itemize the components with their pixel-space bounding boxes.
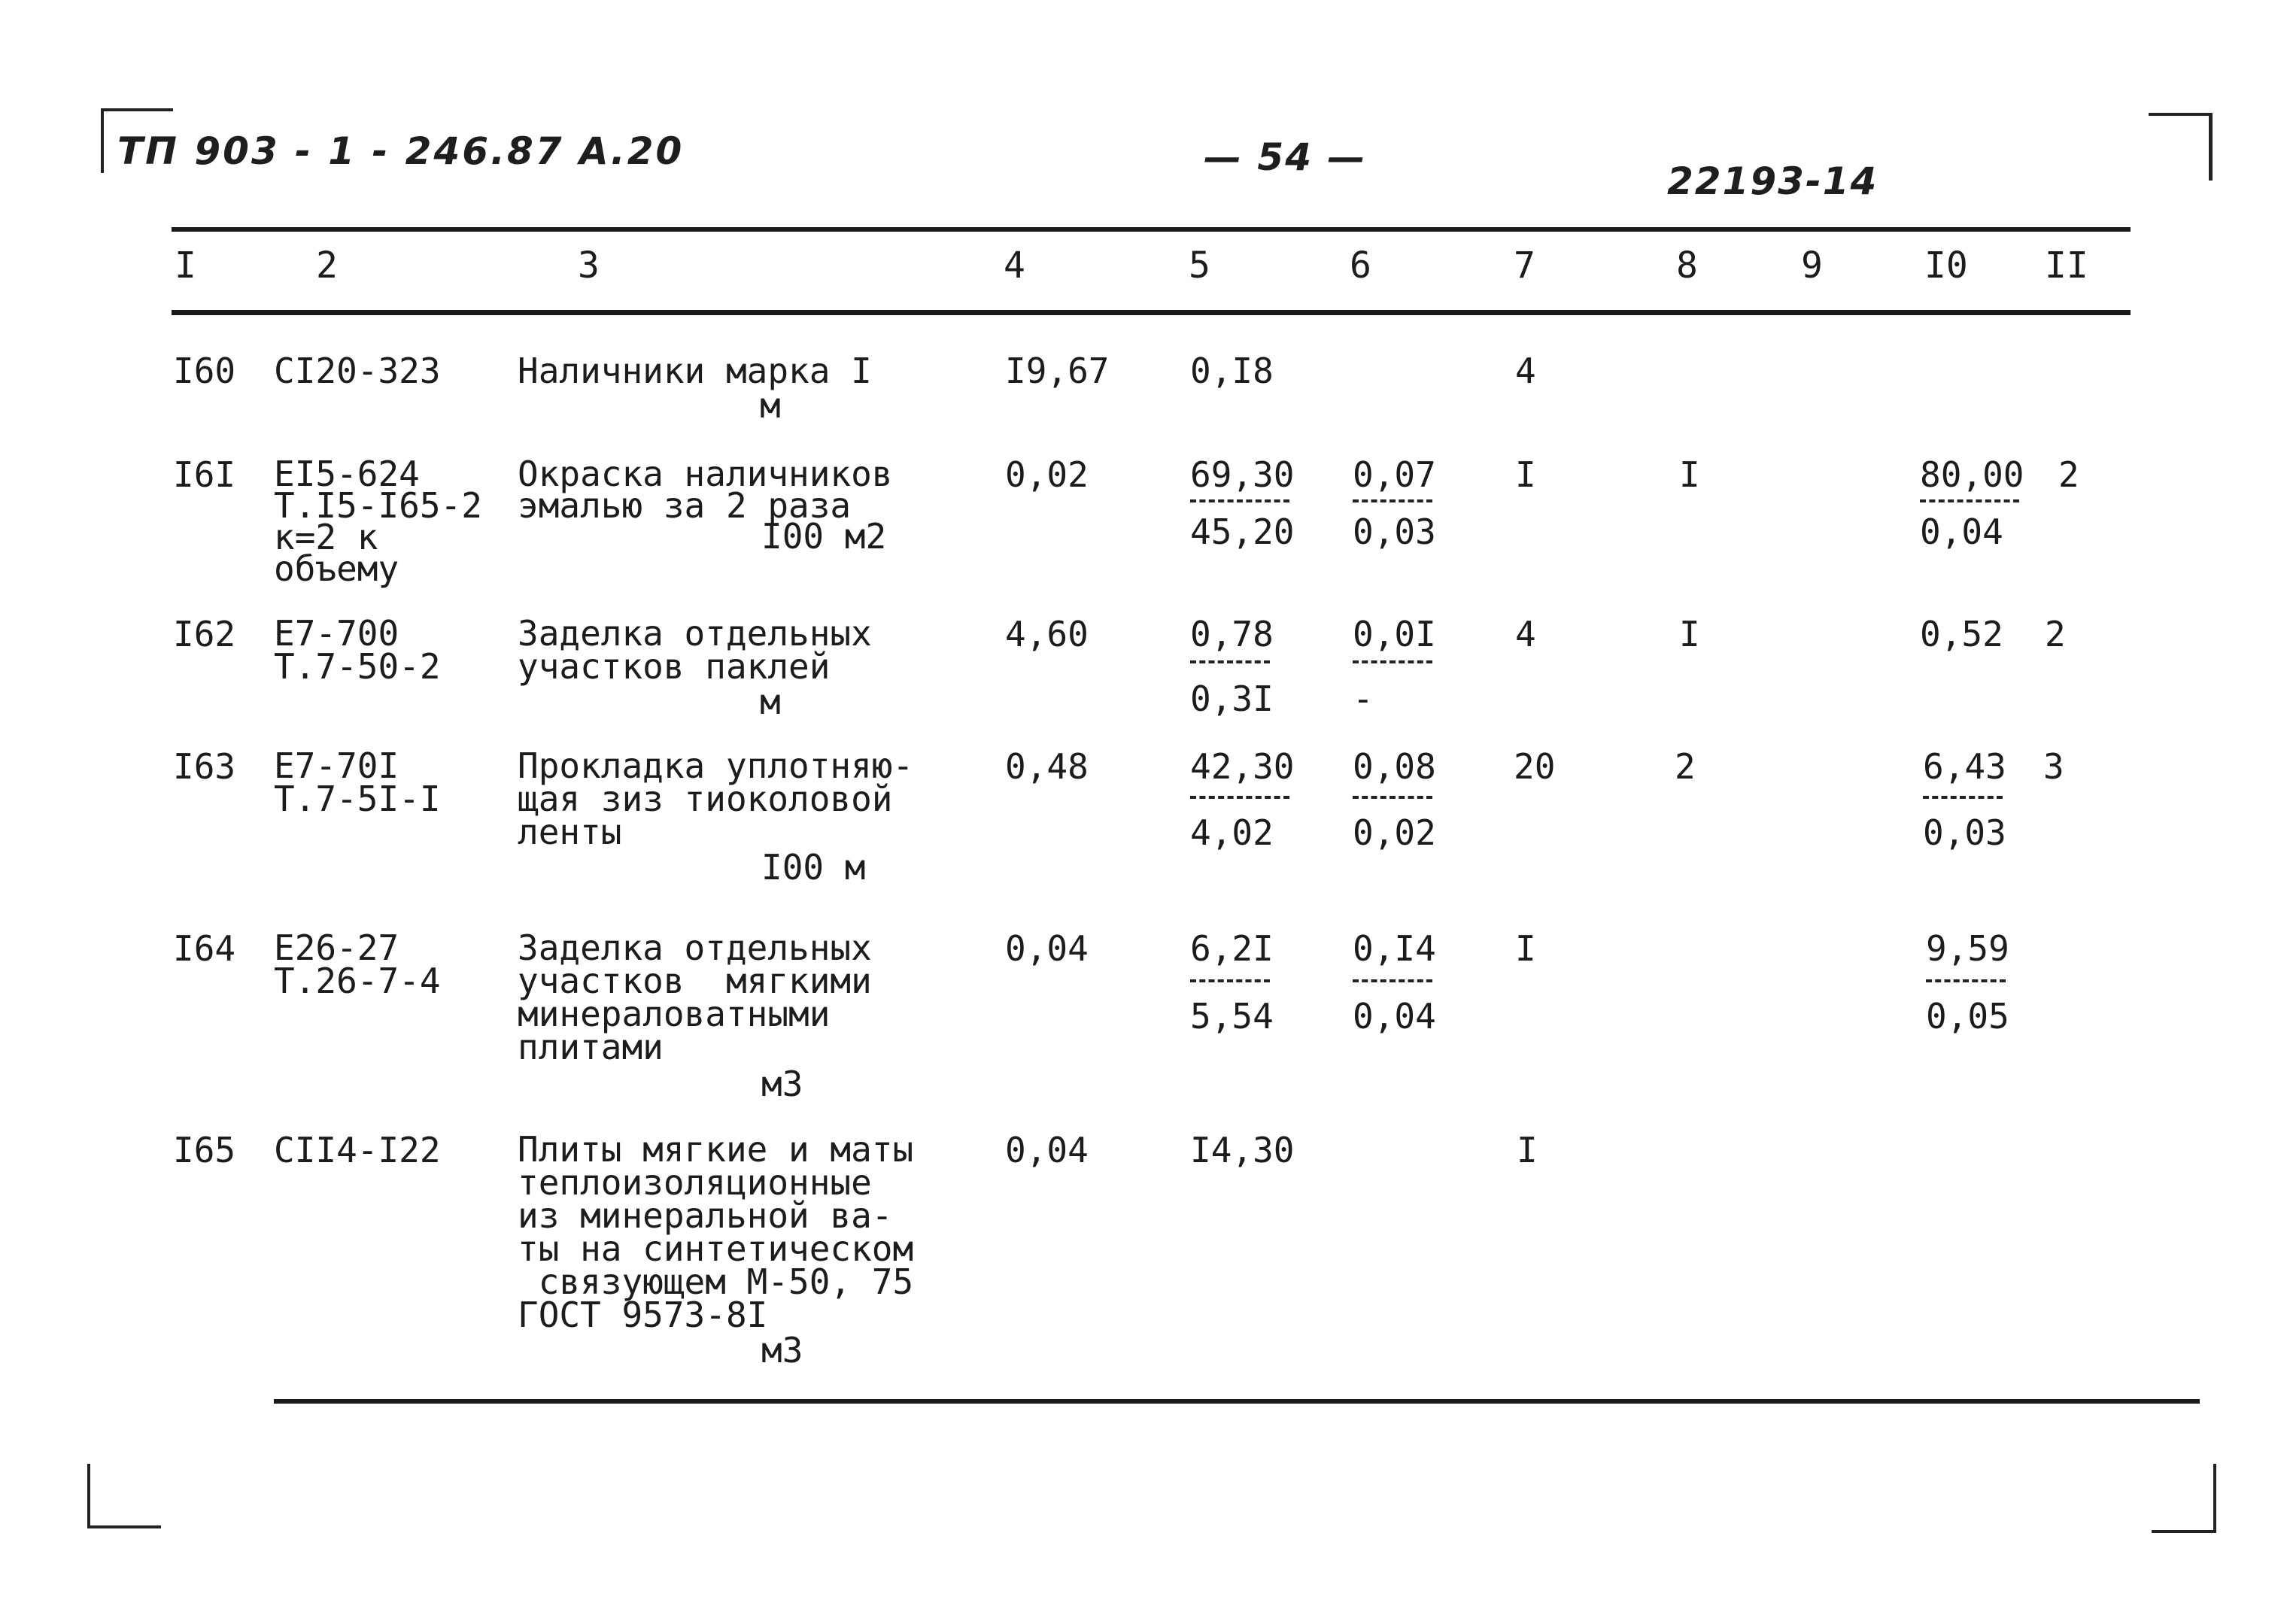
- col7-value: 4: [1515, 351, 1536, 391]
- quantity-value: 0,02: [1005, 454, 1089, 495]
- quantity-value: 0,48: [1005, 746, 1089, 787]
- col7-value: I: [1515, 928, 1536, 969]
- unit-label: I00 м2: [761, 516, 887, 557]
- norm-code-line: EI5-624: [274, 454, 420, 494]
- column-header-9: 9: [1801, 244, 1823, 287]
- col10-top: 80,00: [1920, 454, 2024, 495]
- quantity-value: I9,67: [1005, 351, 1110, 391]
- fraction-divider: [1353, 499, 1432, 502]
- corner-mark-top-right: [2149, 113, 2213, 181]
- column-header-7: 7: [1514, 244, 1535, 287]
- unit-cost-value: 0,I8: [1190, 351, 1274, 391]
- unit-cost-bottom: 45,20: [1190, 511, 1295, 552]
- unit-label: м: [760, 385, 781, 426]
- col6-top: 0,08: [1353, 746, 1436, 787]
- col8-value: 2: [1675, 746, 1696, 787]
- col6-bottom: -: [1353, 678, 1374, 719]
- work-name-line: минераловатными: [518, 994, 831, 1034]
- document-code: ТП 903 - 1 - 246.87 А.20: [117, 129, 685, 173]
- table-top-rule: [172, 227, 2131, 232]
- column-header-4: 4: [1004, 244, 1025, 287]
- row-number: I60: [173, 351, 236, 391]
- fraction-divider: [1190, 979, 1270, 982]
- work-name-line: ленты: [518, 812, 622, 852]
- column-header-6: 6: [1350, 244, 1371, 287]
- work-name-line: Окраска наличников: [518, 454, 893, 494]
- work-name-line: плитами: [518, 1027, 664, 1067]
- col10-bottom: 0,05: [1926, 996, 2009, 1037]
- col6-top: 0,I4: [1353, 928, 1436, 969]
- archive-number: 22193-14: [1667, 159, 1878, 203]
- col10-top: 6,43: [1923, 746, 2006, 787]
- col7-value: I: [1517, 1130, 1538, 1170]
- unit-label: I00 м: [761, 847, 866, 888]
- col6-top: 0,07: [1353, 454, 1436, 495]
- col6-bottom: 0,03: [1353, 511, 1436, 552]
- work-name-line: теплоизоляционные: [518, 1162, 872, 1203]
- col11-value: 2: [2045, 614, 2066, 654]
- norm-code-line: T.I5-I65-2: [274, 485, 482, 526]
- row-number: I6I: [173, 454, 236, 495]
- norm-code-line: E26-27: [274, 927, 399, 968]
- fraction-divider: [1353, 796, 1432, 799]
- unit-cost-value: I4,30: [1190, 1130, 1295, 1170]
- row-number: I64: [173, 928, 236, 969]
- norm-code-line: к=2 к: [274, 517, 378, 557]
- work-name-line: связующем М-50, 75: [518, 1261, 914, 1302]
- unit-cost-bottom: 0,3I: [1190, 678, 1274, 719]
- work-name-line: участков мягкими: [518, 961, 872, 1001]
- corner-mark-bottom-right: [2152, 1464, 2216, 1533]
- quantity-value: 4,60: [1005, 614, 1089, 654]
- column-header-5: 5: [1189, 244, 1210, 287]
- unit-cost-bottom: 5,54: [1190, 996, 1274, 1037]
- norm-code-line: T.7-5I-I: [274, 779, 441, 819]
- fraction-divider: [1190, 499, 1289, 502]
- work-name-line: Заделка отдельных: [518, 613, 872, 654]
- fraction-divider: [1920, 499, 2019, 502]
- col7-value: I: [1515, 454, 1536, 495]
- unit-label: м3: [761, 1330, 803, 1371]
- table-bottom-rule: [274, 1399, 2200, 1404]
- fraction-divider: [1926, 979, 2006, 982]
- col8-value: I: [1679, 454, 1700, 495]
- col10-bottom: 0,04: [1920, 511, 2003, 552]
- quantity-value: 0,04: [1005, 928, 1089, 969]
- column-header-2: 2: [316, 244, 338, 287]
- fraction-divider: [1190, 660, 1270, 663]
- fraction-divider: [1353, 660, 1432, 663]
- norm-code-line: T.26-7-4: [274, 961, 441, 1001]
- column-header-1: I: [175, 244, 196, 287]
- quantity-value: 0,04: [1005, 1130, 1089, 1170]
- unit-cost-top: 42,30: [1190, 746, 1295, 787]
- norm-code: CII4-I22: [274, 1130, 441, 1170]
- unit-cost-top: 0,78: [1190, 614, 1274, 654]
- col10-top: 0,52: [1920, 614, 2003, 654]
- col6-bottom: 0,02: [1353, 812, 1436, 853]
- work-name-line: из минеральной ва-: [518, 1195, 893, 1236]
- norm-code-line: E7-70I: [274, 745, 399, 786]
- page-number: — 54 —: [1204, 135, 1367, 179]
- norm-code-line: E7-700: [274, 613, 399, 654]
- col7-value: 20: [1514, 746, 1556, 787]
- row-number: I62: [173, 614, 236, 654]
- column-header-10: I0: [1924, 244, 1968, 287]
- work-name-line: ГОСТ 9573-8I: [518, 1295, 768, 1335]
- col11-value: 2: [2058, 454, 2079, 495]
- unit-cost-top: 6,2I: [1190, 928, 1274, 969]
- col8-value: I: [1679, 614, 1700, 654]
- norm-code-line: T.7-50-2: [274, 646, 441, 687]
- corner-mark-bottom-left: [87, 1464, 161, 1528]
- unit-cost-top: 69,30: [1190, 454, 1295, 495]
- work-name-line: Заделка отдельных: [518, 927, 872, 968]
- work-name-line: эмалью за 2 раза: [518, 485, 852, 526]
- unit-cost-bottom: 4,02: [1190, 812, 1274, 853]
- col6-top: 0,0I: [1353, 614, 1436, 654]
- unit-label: м3: [761, 1064, 803, 1104]
- row-number: I63: [173, 746, 236, 787]
- column-header-11: II: [2045, 244, 2088, 287]
- col7-value: 4: [1515, 614, 1536, 654]
- norm-code-line: объему: [274, 548, 399, 589]
- fraction-divider: [1923, 796, 2003, 799]
- work-name-line: Наличники марка I: [518, 351, 872, 391]
- fraction-divider: [1190, 796, 1289, 799]
- work-name-line: щая зиз тиоколовой: [518, 779, 893, 819]
- work-name-line: ты на синтетическом: [518, 1228, 914, 1269]
- column-header-3: 3: [578, 244, 600, 287]
- work-name-line: Плиты мягкие и маты: [518, 1129, 914, 1170]
- unit-label: м: [760, 681, 781, 722]
- work-name-line: Прокладка уплотняю-: [518, 745, 914, 786]
- col10-top: 9,59: [1926, 928, 2009, 969]
- work-name-line: участков паклей: [518, 646, 831, 687]
- row-number: I65: [173, 1130, 236, 1170]
- norm-code: CI20-323: [274, 351, 441, 391]
- column-header-8: 8: [1676, 244, 1698, 287]
- col6-bottom: 0,04: [1353, 996, 1436, 1037]
- fraction-divider: [1353, 979, 1432, 982]
- table-header-rule: [172, 310, 2131, 315]
- col10-bottom: 0,03: [1923, 812, 2006, 853]
- col11-value: 3: [2043, 746, 2064, 787]
